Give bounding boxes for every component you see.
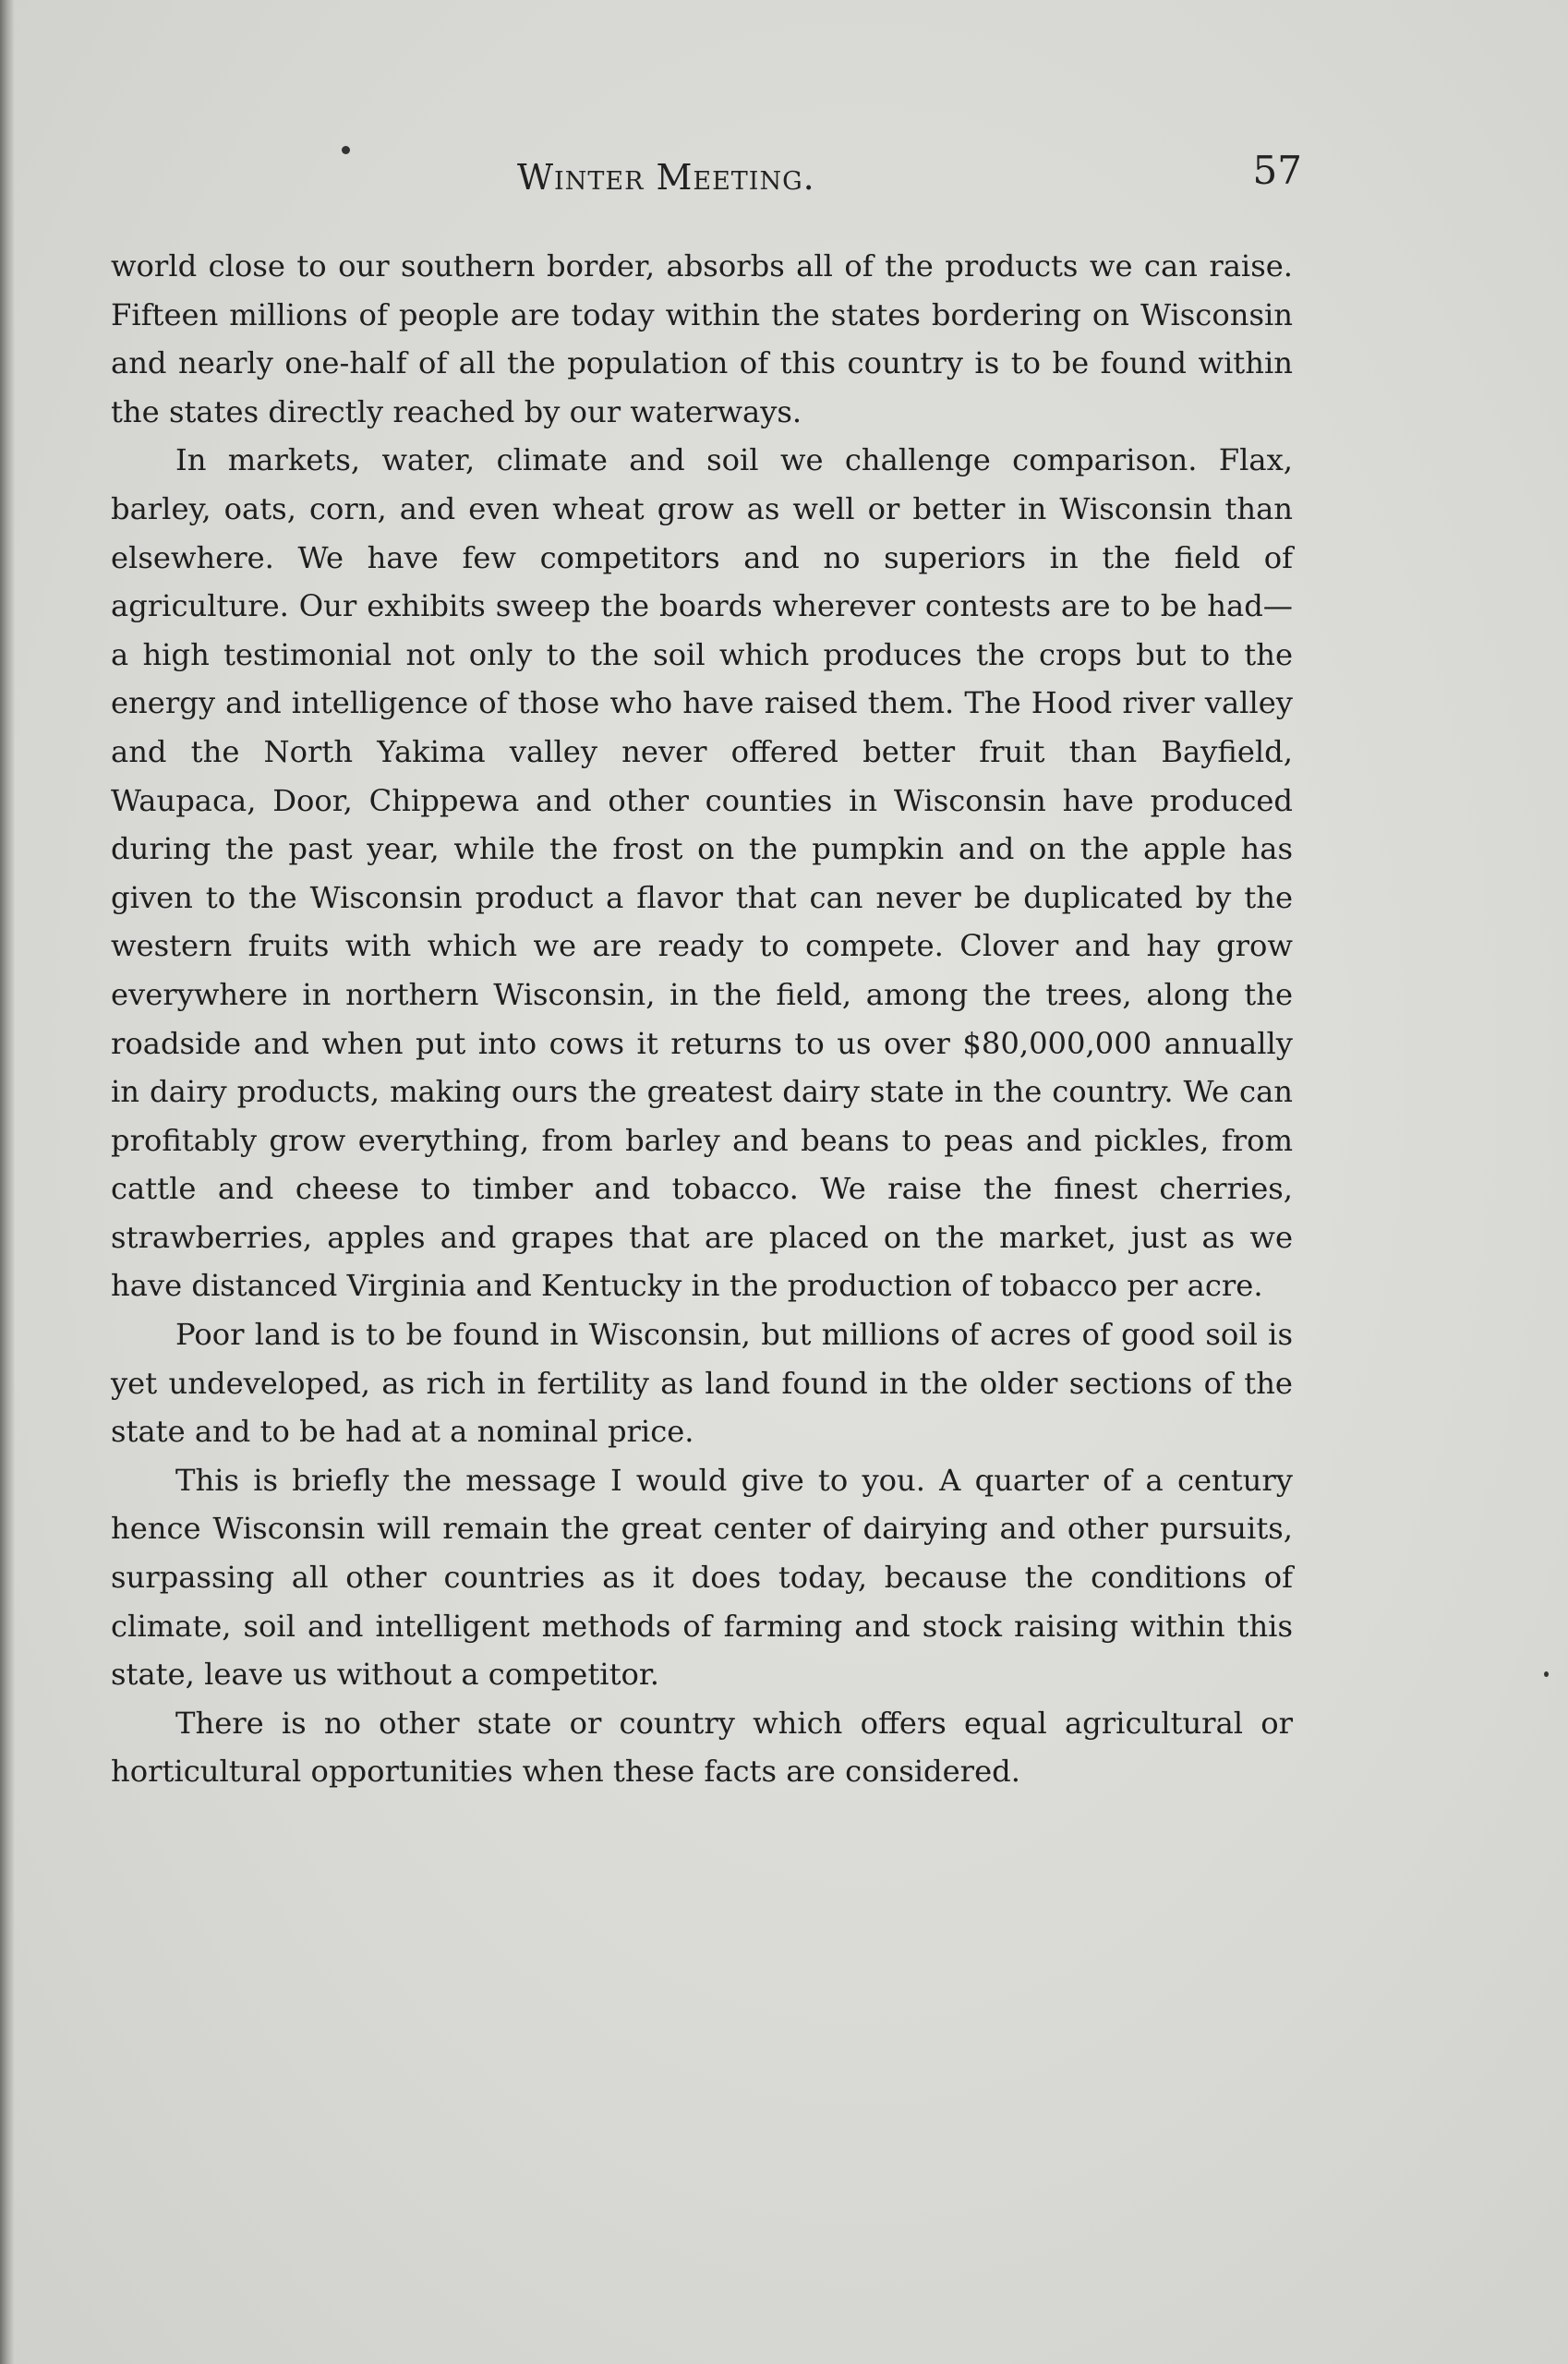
paragraph: This is briefly the message I would give to you. A quarter of a century hence Wisconsin will remain the great center of dairying and other pursuits, surpassing all other countries as it does today, because the conditions of climate, soil and intelligent methods of farming and stock raising within this state, leave us without a competitor. — [111, 1462, 1293, 1693]
ink-speck — [1544, 1671, 1549, 1677]
page-number: 57 — [1252, 148, 1302, 193]
running-head: Winter Meeting. — [517, 157, 815, 198]
page-header — [111, 148, 1302, 203]
paragraph: Poor land is to be found in Wisconsin, but millions of acres of good soil is yet undeveloped, as rich in fertility as land found in the older sections of the state and to be had at a nominal price. — [111, 1317, 1293, 1450]
paragraph: There is no other state or country which offers equal agricultural or horticultural opportunities when these facts are considered. — [111, 1705, 1293, 1790]
paragraph: In markets, water, climate and soil we challenge comparison. Flax, barley, oats, corn, and even wheat grow as well or better in Wisconsin than elsewhere. We have few competitors and no superiors in the field of agriculture. Our exhibits sweep the boards wherever contests are to be had—a high testimonial not only to the soil which produces the crops but to the energy and intelligence of those who have raised them. The Hood river valley and the North Yakima valley never offered better fruit than Bayfield, Waupaca, Door, Chippewa and other counties in Wisconsin have produced during the past year, while the frost on the pumpkin and on the apple has given to the Wisconsin product a flavor that can never be duplicated by the western fruits with which we are ready to compete. Clover and hay grow everywhere in northern Wisconsin, in the field, among the trees, along the roadside and when put into cows it returns to us over $80,000,000 annually in dairy products, making ours the greatest dairy state in the country. We can profitably grow everything, from barley and beans to peas and pickles, from cattle and cheese to timber and tobacco. We raise the finest cherries, strawberries, apples and grapes that are placed on the market, just as we have distanced Virginia and Kentucky in the production of tobacco per acre. — [111, 442, 1293, 1304]
paragraph: world close to our southern border, absorbs all of the products we can raise. Fifteen millions of people are today within the states bordering on Wisconsin and nearly one-half of all the population of this country is to be found within the states directly reached by our waterways. — [111, 248, 1293, 429]
body-text — [111, 242, 1293, 1796]
page-binding-edge — [0, 0, 15, 2364]
